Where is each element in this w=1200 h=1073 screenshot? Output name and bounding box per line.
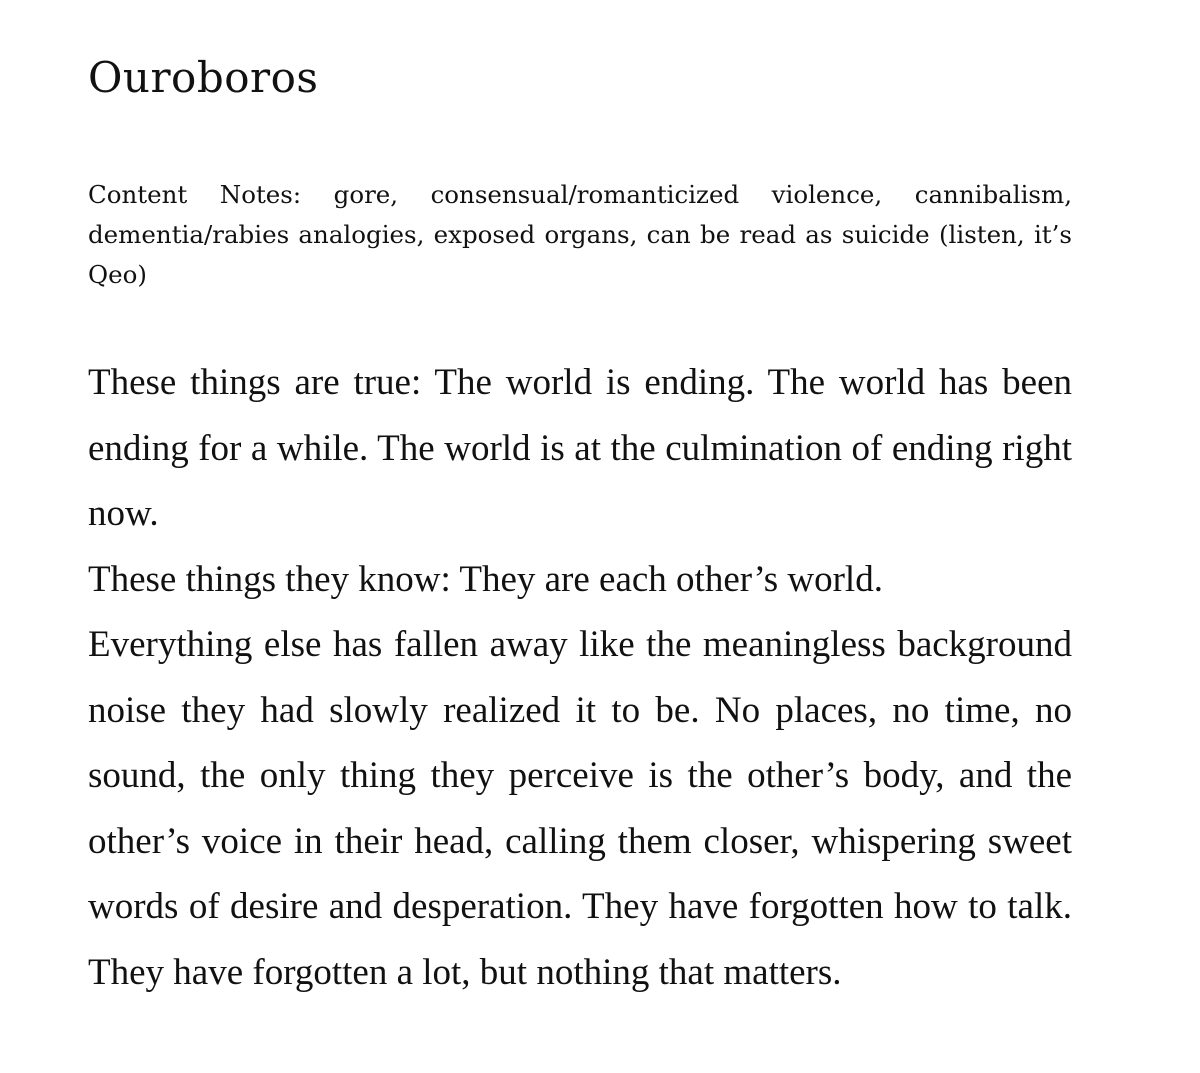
document-title: Ouroboros [88,53,319,102]
paragraph-1: These things are true: The world is ending. The world has been ending for a while. The world is at the culmination of ending right now. [88,362,1072,534]
paragraph-2: These things they know: They are each other’s world. [88,558,883,600]
content-notes: Content Notes: gore, consensual/romanticized violence, cannibalism, dementia/rabies analogies, exposed organs, can be read as suicide (listen, it’s Qeo) [88,180,1072,289]
document-body [88,350,1072,1005]
paragraph-3: Everything else has fallen away like the meaningless background noise they had slowly realized it to be. No places, no time, no sound, the only thing they perceive is the other’s body, and the other’s voice in their head, calling them closer, whispering sweet words of desire and desperation. They have forgotten how to talk. They have forgotten a lot, but nothing that matters. [88,624,1072,993]
